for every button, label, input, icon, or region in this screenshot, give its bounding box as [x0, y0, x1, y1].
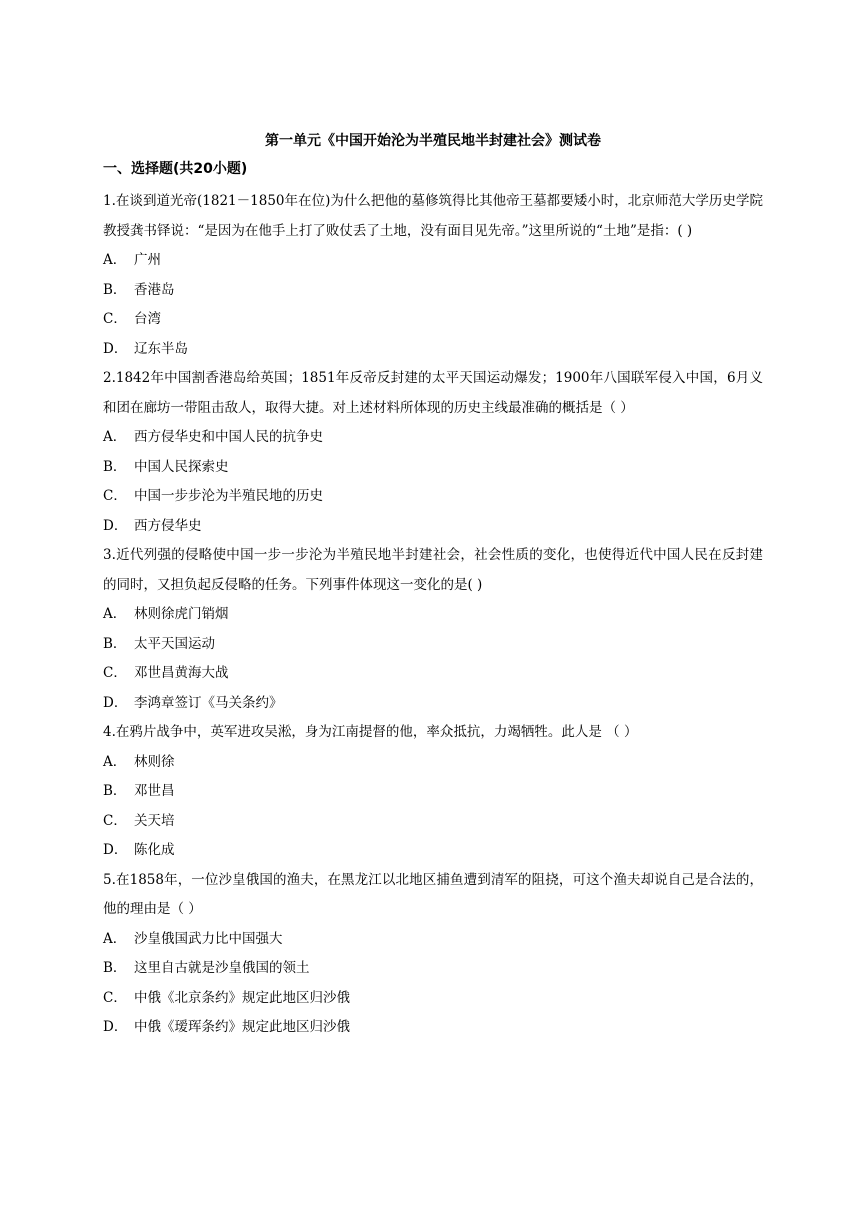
option-text: 台湾 — [134, 311, 161, 327]
document-content — [103, 130, 763, 1043]
question-block — [103, 718, 763, 866]
answer-option — [103, 748, 763, 778]
option-label: A． — [103, 753, 127, 770]
option-text: 关天培 — [134, 812, 175, 829]
option-text: 中俄《北京条约》规定此地区归沙俄 — [134, 989, 350, 1006]
option-text: 沙皇俄国武力比中国强大 — [134, 930, 283, 947]
question-block — [103, 364, 763, 541]
option-label: A． — [103, 252, 127, 268]
option-text: 这里自古就是沙皇俄国的领土 — [134, 960, 310, 976]
option-label: D． — [103, 694, 128, 711]
option-text: 香港岛 — [134, 281, 175, 298]
answer-option — [103, 984, 763, 1014]
option-label: C． — [103, 812, 127, 829]
option-label: A． — [103, 606, 127, 622]
answer-option — [103, 512, 763, 542]
question-stem: 1.在谈到道光帝(1821－1850年在位)为什么把他的墓修筑得比其他帝王墓都要矮小时，北京师范大学历史学院教授龚书铎说：“是因为在他手上打了败仗丢了土地，没有面目见先帝。”这里所说的“土地”是指：( ) — [103, 193, 763, 239]
option-text: 中国人民探索史 — [134, 458, 229, 475]
question-block — [103, 866, 763, 1043]
answer-option — [103, 276, 763, 306]
answer-option — [103, 600, 763, 630]
question-block — [103, 541, 763, 718]
option-label: C． — [103, 665, 127, 681]
answer-option — [103, 925, 763, 955]
option-text: 陈化成 — [134, 842, 175, 858]
answer-option — [103, 689, 763, 719]
option-text: 李鸿章签订《马关条约》 — [134, 694, 283, 711]
option-text: 广州 — [134, 252, 161, 268]
section-heading: 一、选择题(共20小题) — [103, 161, 248, 177]
answer-option — [103, 807, 763, 837]
option-label: D． — [103, 1019, 128, 1035]
option-text: 西方侵华史和中国人民的抗争史 — [134, 429, 323, 445]
option-text: 中俄《瑷珲条约》规定此地区归沙俄 — [134, 1019, 350, 1035]
option-text: 林则徐 — [134, 753, 175, 770]
option-label: C． — [103, 311, 127, 327]
question-stem: 4.在鸦片战争中，英军进攻吴淞，身为江南提督的他，率众抵抗，力竭牺牲。此人是 （ ） — [103, 724, 638, 740]
option-text: 西方侵华史 — [134, 517, 202, 534]
question-block — [103, 187, 763, 364]
option-label: B． — [103, 960, 127, 976]
option-label: C． — [103, 989, 127, 1006]
answer-option — [103, 453, 763, 483]
document-title: 第一单元《中国开始沦为半殖民地半封建社会》测试卷 — [265, 133, 601, 149]
option-text: 邓世昌 — [134, 783, 175, 799]
option-label: D． — [103, 517, 128, 534]
answer-option — [103, 335, 763, 365]
option-text: 中国一步步沦为半殖民地的历史 — [134, 488, 323, 504]
option-label: B． — [103, 635, 127, 652]
option-label: B． — [103, 458, 127, 475]
answer-option — [103, 836, 763, 866]
answer-option — [103, 246, 763, 276]
option-text: 太平天国运动 — [134, 635, 215, 652]
option-label: D． — [103, 340, 128, 357]
option-label: B． — [103, 783, 127, 799]
question-stem: 5.在1858年，一位沙皇俄国的渔夫，在黑龙江以北地区捕鱼遭到清军的阻挠，可这个渔夫却说自己是合法的，他的理由是（ ） — [103, 871, 763, 917]
answer-option — [103, 954, 763, 984]
question-list — [103, 187, 763, 1043]
option-label: C． — [103, 488, 127, 504]
option-text: 林则徐虎门销烟 — [134, 606, 229, 622]
answer-option — [103, 630, 763, 660]
answer-option — [103, 659, 763, 689]
answer-option — [103, 482, 763, 512]
option-text: 邓世昌黄海大战 — [134, 665, 229, 681]
answer-option — [103, 305, 763, 335]
option-label: A． — [103, 429, 127, 445]
option-label: B． — [103, 281, 127, 298]
answer-option — [103, 423, 763, 453]
option-text: 辽东半岛 — [134, 340, 188, 357]
question-stem: 3.近代列强的侵略使中国一步一步沦为半殖民地半封建社会，社会性质的变化，也使得近代中国人民在反封建的同时，又担负起反侵略的任务。下列事件体现这一变化的是( ) — [103, 547, 763, 593]
option-label: A． — [103, 930, 127, 947]
answer-option — [103, 777, 763, 807]
question-stem: 2.1842年中国割香港岛给英国；1851年反帝反封建的太平天国运动爆发；1900年八国联军侵入中国，6月义和团在廊坊一带阻击敌人，取得大捷。对上述材料所体现的历史主线最准确的概括是（ ） — [103, 370, 763, 416]
answer-option — [103, 1013, 763, 1043]
option-label: D． — [103, 842, 128, 858]
